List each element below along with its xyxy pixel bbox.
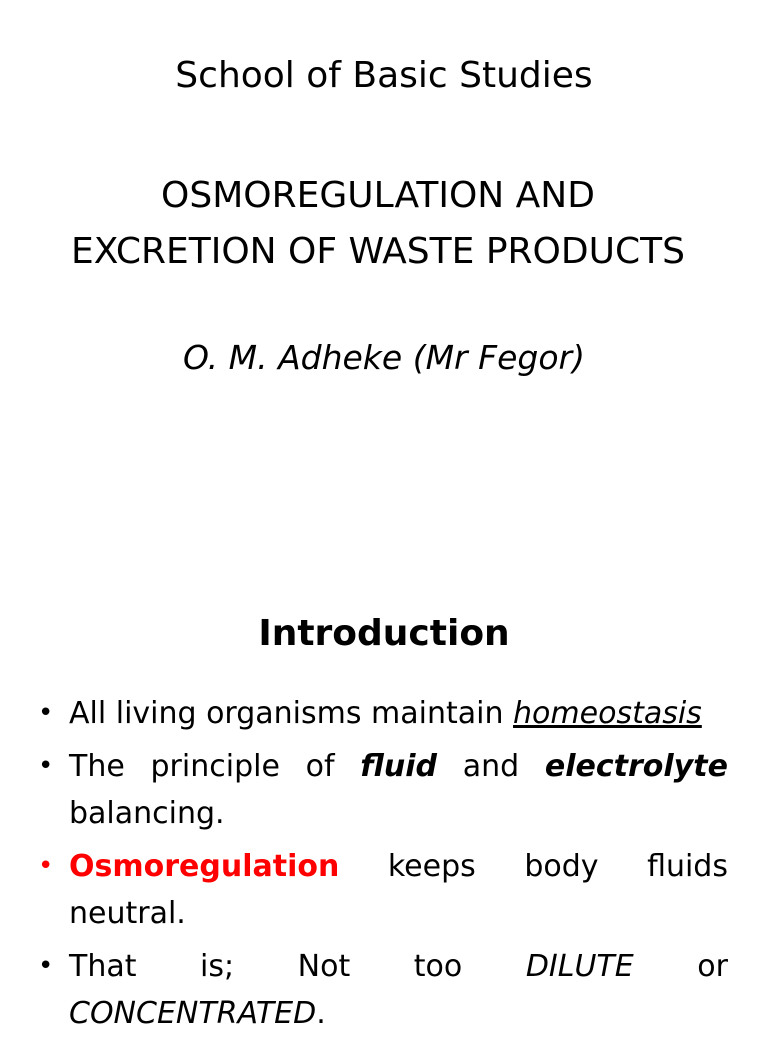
word: too bbox=[413, 949, 463, 984]
bullet-line-continuation: neutral. bbox=[69, 896, 186, 931]
word: of bbox=[305, 749, 335, 784]
presentation-title bbox=[0, 168, 762, 280]
word: • That bbox=[69, 949, 137, 984]
bullet-homeostasis bbox=[0, 690, 768, 737]
electrolyte-term: electrolyte bbox=[544, 749, 728, 784]
bullet-text: All living organisms maintain bbox=[69, 696, 514, 731]
word: keeps bbox=[387, 849, 476, 884]
homeostasis-term: homeostasis bbox=[513, 696, 702, 731]
word: • The bbox=[69, 749, 125, 784]
title-line-2: EXCRETION OF WASTE PRODUCTS bbox=[71, 231, 685, 272]
title-line-1: OSMOREGULATION AND bbox=[161, 175, 595, 216]
bullet-dilute-concentrated bbox=[0, 943, 768, 1037]
slide-heading: Introduction bbox=[258, 613, 510, 654]
concentrated-term: CONCENTRATED bbox=[69, 996, 317, 1031]
word: Not bbox=[297, 949, 351, 984]
bullet-list bbox=[0, 690, 768, 1043]
bullet-line-continuation bbox=[69, 990, 728, 1037]
bullet-osmoregulation bbox=[0, 843, 768, 937]
bullet-line-continuation: balancing. bbox=[69, 796, 225, 831]
bullet-line bbox=[69, 743, 728, 790]
bullet-line bbox=[69, 843, 728, 890]
word: body bbox=[524, 849, 599, 884]
dilute-term: DILUTE bbox=[525, 949, 634, 984]
bullet-fluid-electrolyte bbox=[0, 743, 768, 837]
author-name: O. M. Adheke (Mr Fegor) bbox=[183, 338, 585, 377]
fluid-term: fluid bbox=[360, 749, 437, 784]
word: fluids bbox=[647, 849, 728, 884]
word: or bbox=[697, 949, 728, 984]
word: and bbox=[462, 749, 520, 784]
bullet-line bbox=[69, 943, 728, 990]
word: is; bbox=[200, 949, 235, 984]
period: . bbox=[316, 996, 326, 1031]
school-name: School of Basic Studies bbox=[175, 55, 593, 96]
introduction-slide bbox=[0, 560, 768, 1031]
osmoregulation-term: • Osmoregulation bbox=[69, 849, 340, 884]
word: principle bbox=[150, 749, 280, 784]
